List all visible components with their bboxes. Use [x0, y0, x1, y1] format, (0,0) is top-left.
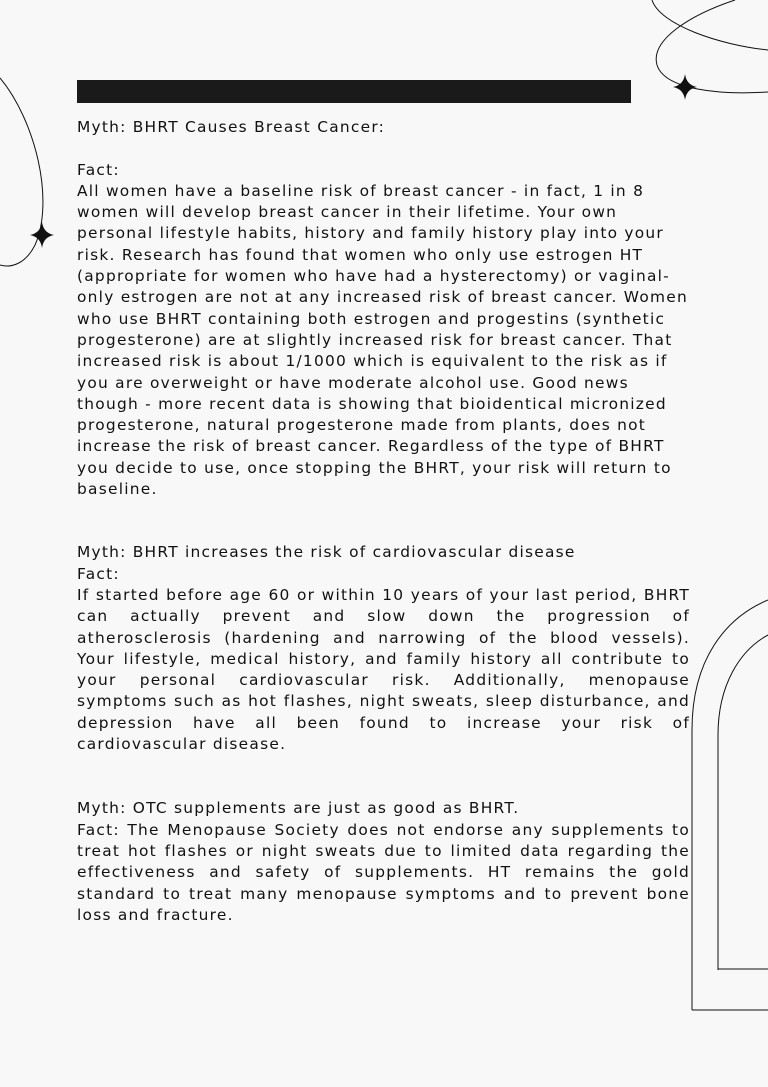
myth-heading: Myth: BHRT Causes Breast Cancer: [77, 118, 386, 136]
orbit-swirl-top-right [652, 0, 768, 50]
fact-label: Fact: [77, 564, 120, 583]
orbit-loop-top-right [656, 0, 768, 93]
fact-label: Fact: [77, 160, 120, 179]
arch-frame-outer [692, 600, 768, 1010]
article-body [77, 117, 690, 926]
myth-heading: Myth: OTC supplements are just as good as BHRT. [77, 799, 520, 818]
title-bar [77, 80, 631, 103]
arc-left [0, 78, 43, 266]
arch-frame-inner [718, 635, 768, 970]
fact-paragraph: If started before age 60 or within 10 years of your last period, BHRT can actually prevent and slow down the progression of atherosclerosis (hardening and narrowing of the blood vessels). Your lifestyle, medical history, and family history all contribute to your personal cardiovascular risk. Additionally, menopause symptoms such as hot flashes, night sweats, sleep disturbance, and depression have all been found to increase your risk of cardiovascular disease. [77, 585, 690, 754]
fact-paragraph: Fact: The Menopause Society does not endorse any supplements to treat hot flashes or night sweats due to limited data regarding the effectiveness and safety of supplements. HT remains the gold standard to treat many menopause symptoms and to prevent bone loss and fracture. [77, 820, 690, 924]
myth-heading: Myth: BHRT increases the risk of cardiovascular disease [77, 543, 576, 562]
sparkle-icon [673, 74, 697, 100]
fact-paragraph: All women have a baseline risk of breast cancer - in fact, 1 in 8 women will develop breast cancer in their lifetime. Your own personal lifestyle habits, history and family history play into your risk. Research has found that women who only use estrogen HT (appropriate for women who have had a hysterectomy) or vaginal-only estrogen are not at any increased risk of breast cancer. Women who use BHRT containing both estrogen and progestins (synthetic progesterone) are at slightly increased risk for breast cancer. That increased risk is about 1/1000 which is equivalent to the risk as if you are overweight or have moderate alcohol use. Good news though - more recent data is showing that bioidentical micronized progesterone, natural progesterone made from plants, does not increase the risk of breast cancer. Regardless of the type of BHRT you decide to use, once stopping the BHRT, your risk will return to baseline. [77, 181, 688, 499]
sparkle-icon [30, 222, 54, 248]
